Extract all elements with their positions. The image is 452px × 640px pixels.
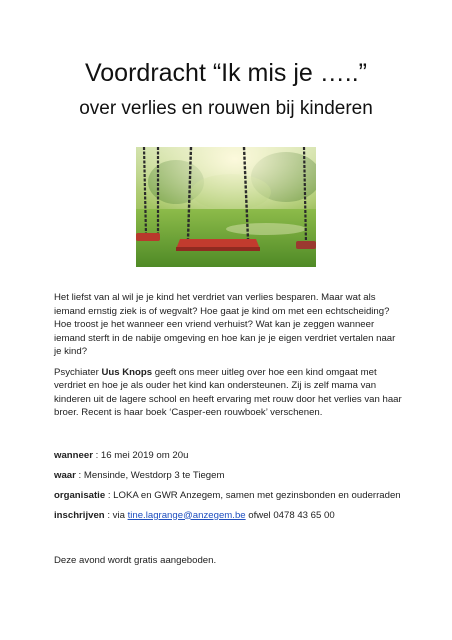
signup-label: inschrijven (54, 509, 105, 521)
swing-illustration (136, 147, 316, 267)
free-entry-note: Deze avond wordt gratis aangeboden. (54, 554, 217, 566)
page-title: Voordracht “Ik mis je …..” (84, 59, 368, 87)
signup-email-link[interactable]: tine.lagrange@anzegem.be (127, 509, 246, 521)
detail-organisation (54, 489, 404, 503)
where-label: waar (54, 469, 76, 481)
detail-when (54, 449, 404, 463)
when-value: : 16 mei 2019 om 20u (92, 449, 189, 461)
org-value: : LOKA en GWR Anzegem, samen met gezinsbonden en ouderraden (105, 489, 401, 501)
where-value: : Mensinde, Westdorp 3 te Tiegem (75, 469, 225, 481)
when-label: wanneer (54, 449, 93, 461)
speaker-paragraph: Psychiater Uus Knops geeft ons meer uitleg over hoe een kind omgaat met verdriet en hoe je als ouder het kind kan ondersteunen. Zij is zelf mama van kinderen uit de lagere school en heeft ervaring met rouw door het verlies van haar broer. Recent is haar boek ‘Casper-een rouwboek’ verschenen. (54, 366, 402, 418)
speaker-name: Uus Knops (101, 366, 153, 378)
detail-signup: inschrijven : via tine.lagrange@anzegem.be ofwel 0478 43 65 00 (54, 509, 335, 521)
org-label: organisatie (54, 489, 106, 501)
intro-paragraph: Het liefst van al wil je je kind het verdriet van verlies besparen. Maar wat als iemand ernstig ziek is of wegvalt? Hoe gaat je kind om met een echtscheiding? Hoe troost je het wanneer een vriend verhuist? Wat kan je zeggen wanneer iemand sterft in de nabije omgeving en hoe kan je je eigen verdriet vertalen naar je kind? (54, 292, 396, 357)
page-subtitle: over verlies en rouwen bij kinderen (79, 98, 373, 119)
event-description (54, 291, 404, 567)
detail-where (54, 469, 404, 483)
swing-photo (136, 147, 316, 267)
